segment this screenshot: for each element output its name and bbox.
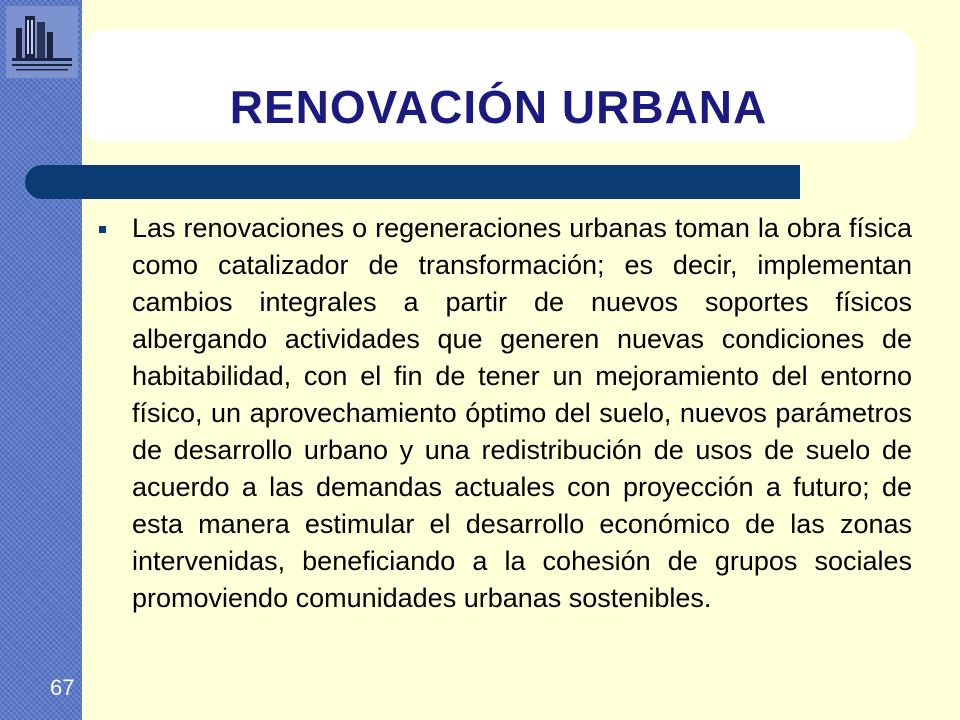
title-box: [82, 30, 915, 142]
divider-bar: [25, 165, 800, 199]
side-band: [0, 0, 82, 720]
building-logo-icon: [6, 6, 78, 78]
slide-title: RENOVACIÓN URBANA: [229, 81, 768, 133]
body-paragraph: Las renovaciones o regeneraciones urbanas toman la obra física como catalizador de transformación; es decir, implementan cambios integrales a partir de nuevos soportes físicos albergando actividades que generen nuevas condiciones de habitabilidad, con el fin de tener un mejoramiento del entorno físico, un aprovechamiento óptimo del suelo, nuevos parámetros de desarrollo urbano y una redistribución de usos de suelo de acuerdo a las demandas actuales con proyección a futuro; de esta manera estimular el desarrollo económico de las zonas intervenidas, beneficiando a la cohesión de grupos sociales promoviendo comunidades urbanas sostenibles.: [132, 213, 912, 613]
page-number: 67: [50, 675, 75, 700]
square-bullet-icon: [99, 226, 106, 233]
